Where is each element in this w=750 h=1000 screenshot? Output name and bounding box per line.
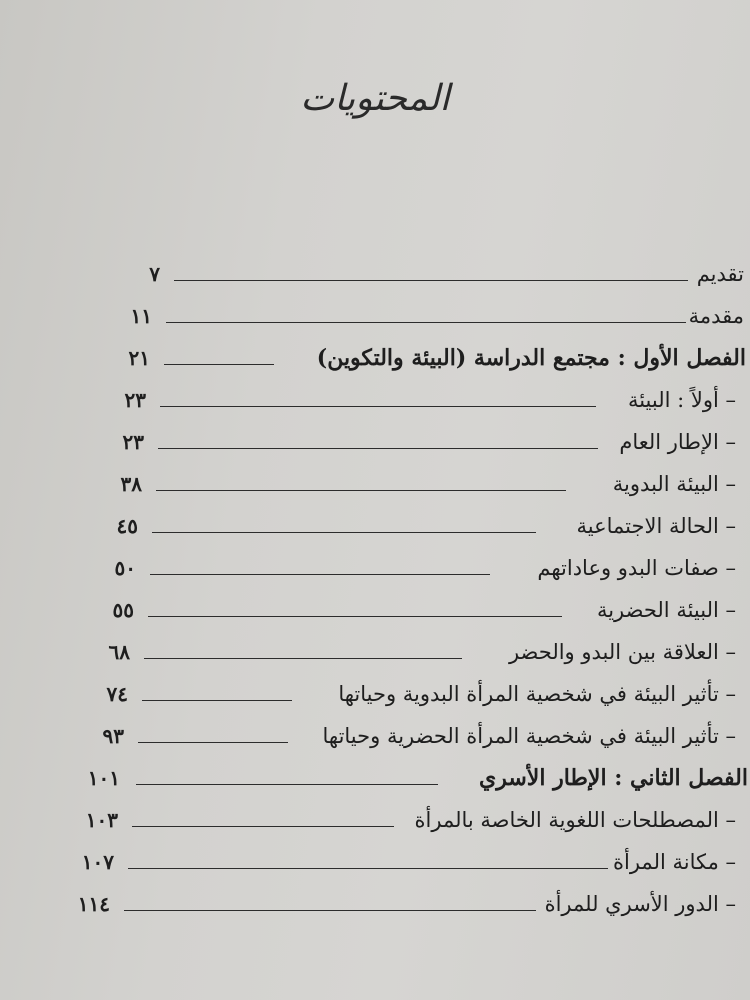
toc-entry	[0, 716, 750, 756]
toc-entry	[0, 548, 750, 588]
toc-page-number: ٢١	[128, 346, 150, 370]
toc-entry-title: مقدمة	[688, 304, 744, 328]
toc-leader	[148, 616, 562, 617]
toc-entry	[0, 800, 750, 840]
toc-page-number: ٢٣	[124, 388, 146, 412]
toc-leader	[166, 322, 686, 323]
toc-page-number: ٧	[149, 262, 160, 286]
toc-entry-title: – الحالة الاجتماعية	[576, 514, 736, 538]
toc-page-number: ٦٨	[108, 640, 130, 664]
toc-entry-title: – الإطار العام	[619, 430, 736, 454]
toc-entry	[0, 758, 750, 798]
toc-entry-title: – البيئة البدوية	[612, 472, 736, 496]
toc-page-number: ٢٣	[122, 430, 144, 454]
toc-entry-title: – صفات البدو وعاداتهم	[537, 556, 736, 580]
toc-entry-title: – العلاقة بين البدو والحضر	[508, 640, 736, 664]
toc-leader	[158, 448, 598, 449]
toc-leader	[132, 826, 394, 827]
toc-page-number: ٣٨	[120, 472, 142, 496]
toc-page-number: ٩٣	[102, 724, 124, 748]
toc-page-number: ١١٤	[77, 892, 110, 916]
toc-entry	[0, 842, 750, 882]
toc-entry	[0, 254, 750, 294]
toc-page-number: ٤٥	[116, 514, 138, 538]
toc-leader	[152, 532, 536, 533]
toc-leader	[160, 406, 596, 407]
toc-leader	[142, 700, 292, 701]
toc-leader	[156, 490, 566, 491]
toc-entry	[0, 590, 750, 630]
toc-leader	[164, 364, 274, 365]
toc-entry-title: – تأثير البيئة في شخصية المرأة البدوية وحياتها	[338, 682, 736, 706]
toc-leader	[138, 742, 288, 743]
toc-leader	[124, 910, 536, 911]
toc-entry	[0, 632, 750, 672]
toc-entry	[0, 296, 750, 336]
toc-entry-title: – البيئة الحضرية	[596, 598, 736, 622]
page-title: المحتويات	[300, 78, 450, 119]
toc-chapter-title: الفصل الأول : مجتمع الدراسة (البيئة والتكوين)	[316, 345, 746, 371]
toc-page-number: ٧٤	[106, 682, 128, 706]
toc-entry	[0, 464, 750, 504]
toc-leader	[136, 784, 438, 785]
toc-entry-title: – مكانة المرأة	[613, 850, 736, 874]
toc-leader	[144, 658, 462, 659]
toc-entry-title: – المصطلحات اللغوية الخاصة بالمرأة	[414, 808, 736, 832]
toc-entry	[0, 380, 750, 420]
toc-entry	[0, 884, 750, 924]
toc-entry-title: – أولاً : البيئة	[627, 388, 736, 412]
toc-page-number: ١٠٣	[85, 808, 118, 832]
toc-entry-title: – الدور الأسري للمرأة	[544, 892, 736, 916]
toc-entry-title: تقديم	[696, 262, 744, 286]
toc-page-number: ١٠٧	[81, 850, 114, 874]
toc-leader	[150, 574, 490, 575]
toc-leader	[174, 280, 688, 281]
toc-page-number: ١٠١	[87, 766, 120, 790]
toc-entry-title: – تأثير البيئة في شخصية المرأة الحضرية وحياتها	[322, 724, 736, 748]
toc-page-number: ٥٥	[112, 598, 134, 622]
toc-page-number: ٥٠	[114, 556, 136, 580]
toc-chapter-title: الفصل الثاني : الإطار الأسري	[478, 765, 748, 791]
toc-entry	[0, 338, 750, 378]
toc-page-number: ١١	[130, 304, 152, 328]
toc-entry	[0, 674, 750, 714]
toc-leader	[128, 868, 608, 869]
toc-entry	[0, 422, 750, 462]
toc-entry	[0, 506, 750, 546]
